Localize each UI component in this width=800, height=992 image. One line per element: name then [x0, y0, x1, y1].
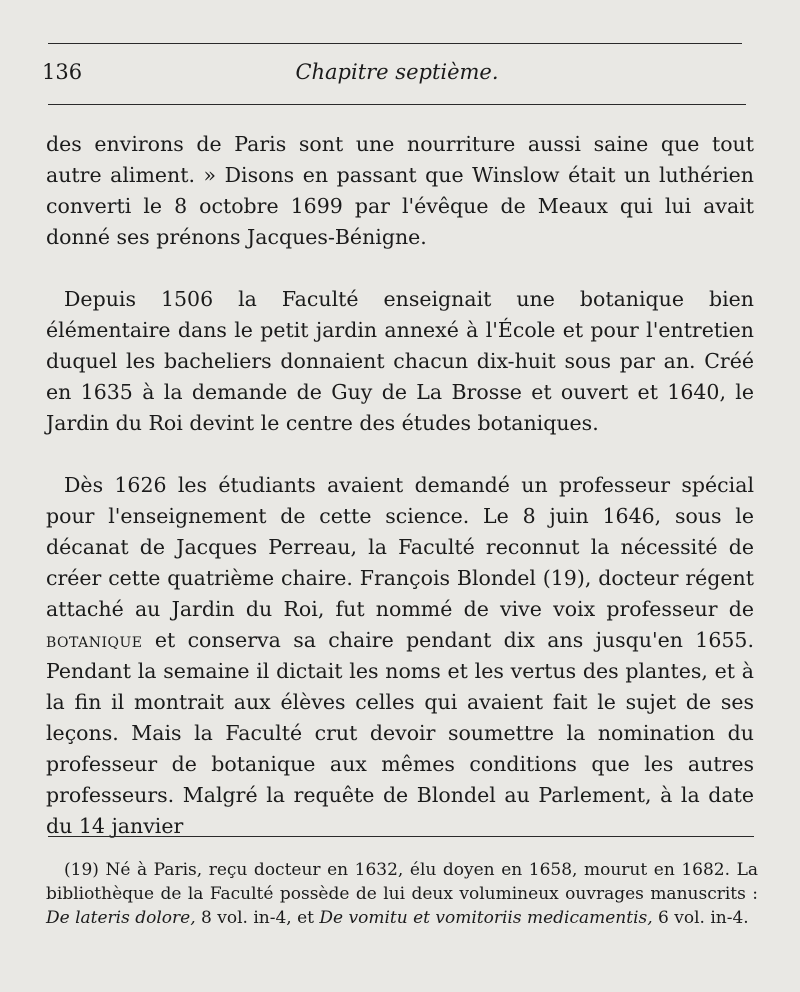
footnote-part-1: (19) Né à Paris, reçu docteur en 1632, élu doyen en 1658, mourut en 1682. La bibliothèque de la Faculté possède de lui deux volumineux ouvrages manuscrits :	[46, 860, 758, 904]
header-bottom-rule	[48, 104, 746, 105]
header-top-rule	[48, 43, 742, 44]
paragraph-3-part-2: et conserva sa chaire pendant dix ans jusqu'en 1655. Pendant la semaine il dictait les noms et les vertus des plantes, et à la fin il montrait aux élèves celles qui avaient fait le sujet de ses leçons. Mais la Faculté crut devoir soumettre la nomination du professeur de botanique aux mêmes conditions que les autres professeurs. Malgré la requête de Blondel au Parlement, à la date du 14 janvier	[46, 628, 754, 838]
footnote-19	[46, 858, 758, 930]
body-text	[46, 129, 754, 842]
footnote	[46, 858, 758, 930]
page-header	[42, 60, 752, 90]
paragraph-3-small-caps: botanique	[46, 628, 143, 652]
footnote-part-3: 6 vol. in-4.	[652, 908, 749, 928]
footnote-title-2: De vomitu et vomitoriis medicamentis,	[319, 908, 653, 928]
footnote-title-1: De lateris dolore,	[46, 908, 196, 928]
paragraph-2: Depuis 1506 la Faculté enseignait une botanique bien élémentaire dans le petit jardin annexé à l'École et pour l'entretien duquel les bacheliers donnaient chacun dix-huit sous par an. Créé en 1635 à la demande de Guy de La Brosse et ouvert et 1640, le Jardin du Roi devint le centre des études botaniques.	[46, 287, 754, 435]
footnote-part-2: 8 vol. in-4, et	[195, 908, 320, 928]
running-title: Chapitre septième.	[295, 60, 499, 84]
paragraph-3	[46, 470, 754, 842]
paragraph-1: des environs de Paris sont une nourriture aussi saine que tout autre aliment. » Disons en passant que Winslow était un luthérien converti le 8 octobre 1699 par l'évêque de Meaux qui lui avait donné ses prénons Jacques-Bénigne.	[46, 132, 754, 249]
footnote-rule	[48, 836, 754, 837]
paragraph-3-part-1: Dès 1626 les étudiants avaient demandé un professeur spécial pour l'enseignement de cette science. Le 8 juin 1646, sous le décanat de Jacques Perreau, la Faculté reconnut la nécessité de créer cette quatrième chaire. François Blondel (19), docteur régent attaché au Jardin du Roi, fut nommé de vive voix professeur de	[46, 473, 754, 621]
page-number: 136	[42, 60, 83, 84]
